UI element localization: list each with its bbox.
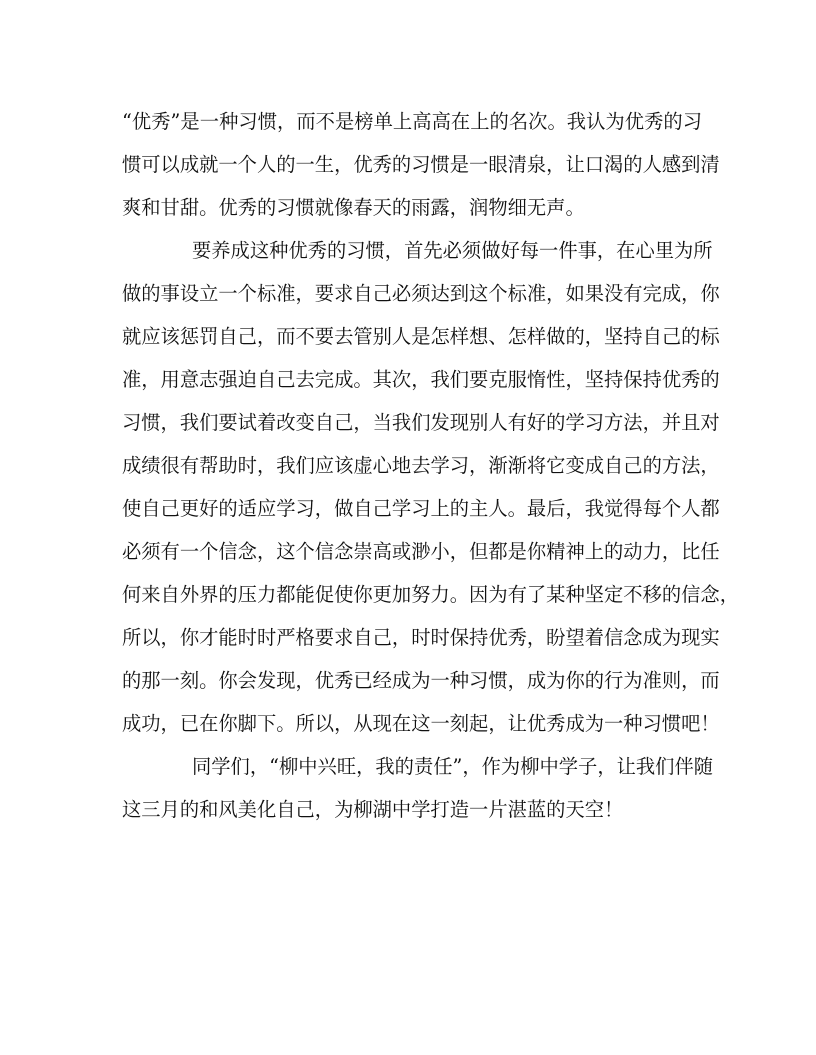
paragraph-2-line-12: 成功，已在你脚下。所以，从现在这一刻起，让优秀成为一种习惯吧！: [122, 712, 720, 735]
paragraph-2-line-3: 就应该惩罚自己，而不要去管别人是怎样想、怎样做的，坚持自己的标: [122, 325, 720, 348]
paragraph-2-line-1: 要养成这种优秀的习惯，首先必须做好每一件事，在心里为所: [192, 239, 713, 262]
paragraph-3-line-2: 这三月的和风美化自己，为柳湖中学打造一片湛蓝的天空！: [122, 798, 624, 821]
paragraph-2-line-5: 习惯，我们要试着改变自己，当我们发现别人有好的学习方法，并且对: [122, 411, 720, 434]
paragraph-2-line-6: 成绩很有帮助时，我们应该虚心地去学习，渐渐将它变成自己的方法，: [122, 454, 720, 477]
paragraph-1-line-1: “优秀”是一种习惯，而不是榜单上高高在上的名次。我认为优秀的习: [122, 110, 702, 133]
paragraph-2-line-7: 使自己更好的适应学习，做自己学习上的主人。最后，我觉得每个人都: [122, 497, 720, 520]
paragraph-2-line-11: 的那一刻。你会发现，优秀已经成为一种习惯，成为你的行为准则，而: [122, 669, 720, 692]
paragraph-2-line-9: 何来自外界的压力都能促使你更加努力。因为有了某种坚定不移的信念，: [122, 583, 739, 606]
paragraph-1-line-3: 爽和甘甜。优秀的习惯就像春天的雨露，润物细无声。: [122, 196, 585, 219]
paragraph-2-line-4: 准，用意志强迫自己去完成。其次，我们要克服惰性，坚持保持优秀的: [122, 368, 720, 391]
paragraph-2-line-2: 做的事设立一个标准，要求自己必须达到这个标准，如果没有完成，你: [122, 282, 720, 305]
paragraph-2-line-10: 所以，你才能时时严格要求自己，时时保持优秀，盼望着信念成为现实: [122, 626, 720, 649]
paragraph-1-line-2: 惯可以成就一个人的一生，优秀的习惯是一眼清泉，让口渴的人感到清: [122, 153, 720, 176]
paragraph-2-line-8: 必须有一个信念，这个信念崇高或渺小，但都是你精神上的动力，比任: [122, 540, 720, 563]
paragraph-3-line-1: 同学们，“柳中兴旺，我的责任”，作为柳中学子，让我们伴随: [192, 755, 714, 778]
